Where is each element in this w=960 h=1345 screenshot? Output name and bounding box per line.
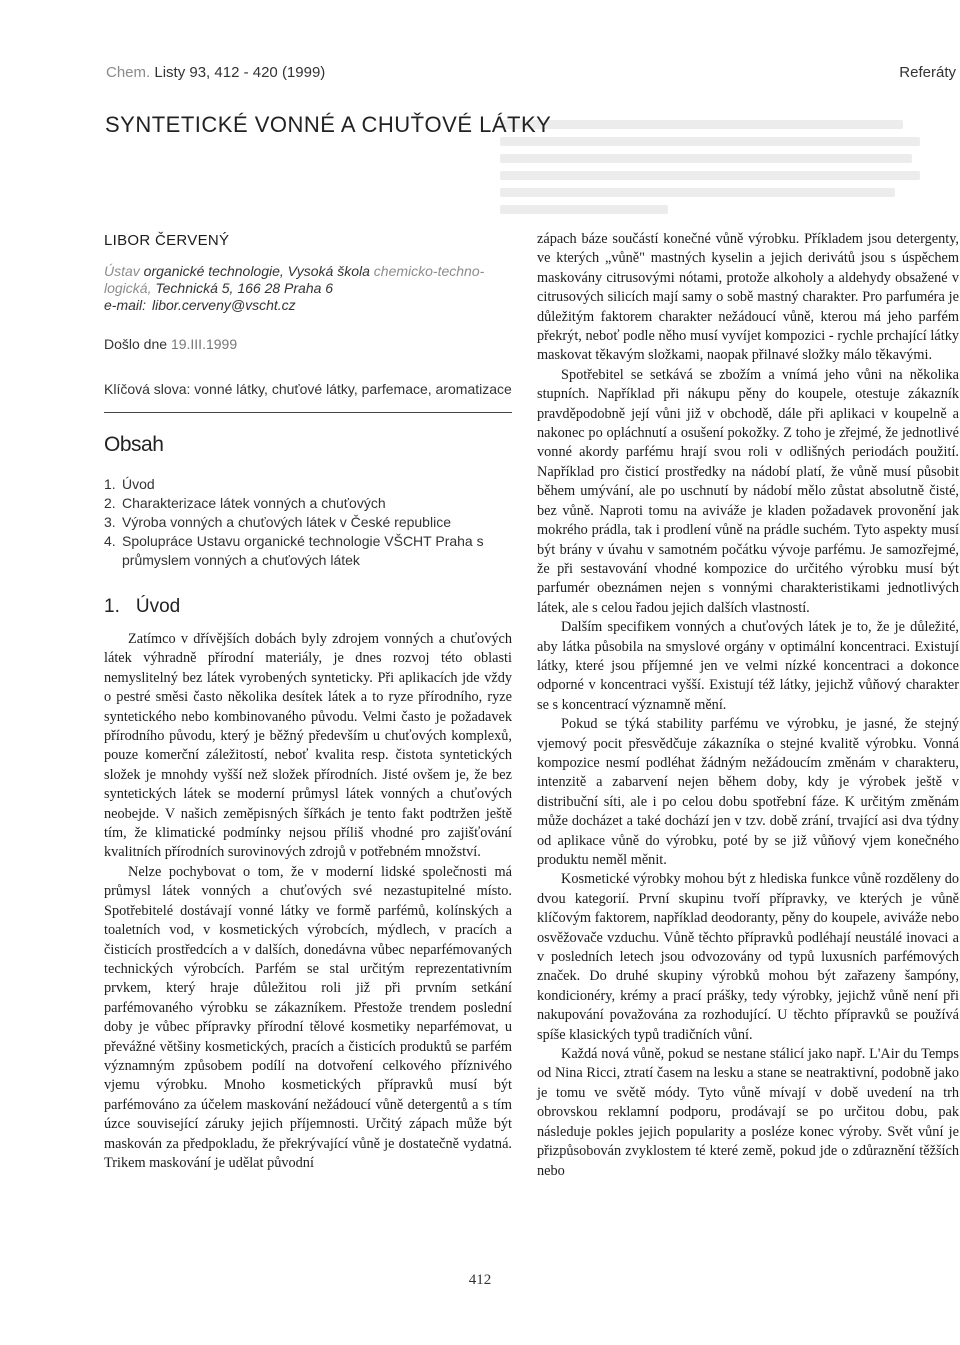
keywords: Klíčová slova: vonné látky, chuťové látky, parfemace, aromatizace: [104, 381, 512, 397]
received-date: Došlo dne 19.III.1999: [104, 336, 238, 352]
body-paragraph: Dalším specifikem vonných a chuťových látek je to, že je důležité, aby látka působila na smyslové orgány v optimální koncentraci. Existují látky, které jsou příjemné jen ve velmi nízké koncentraci a dokonce odporné v koncentraci vyšší. Existují též látky, jejichž vůňový charakter se s koncentrací významně mění.: [537, 619, 959, 713]
body-paragraph: zápach báze součástí konečné vůně výrobku. Příkladem jsou detergenty, ve kterých „vůně" mastných kyselin a jejich derivátů jsou s úspěchem maskovány citrusovými nótami, protože alkoholy a aldehydy obsažené v citrusových silicích mají samy o sobě mastný charakter. Pro parfuméra je důležitým faktorem charakter nežádoucí vůně, kterou má jeho parfém překrýt, neboť podle něho musí vyvíjet kompozici - rychle prchající látky maskovat těkavým složkami, naopak přilnavé složky málo těkavými.: [537, 231, 959, 364]
left-column: [104, 230, 512, 1173]
toc-item: 3. Výroba vonných a chuťových látek v České republice: [104, 514, 451, 530]
body-paragraph: Pokud se týká stability parfému ve výrobku, je jasné, že stejný vjemový pocit přesvědčuje zákazníka o stejné kvalitě výrobku. Vonná kompozice nesmí podléhat žádným nežádoucím změnám v charakteru, intenzitě a zabarvení nejen během doby, kdy je výrobek ještě v distribuční síti, ale i po celou dobu spotřební fáze. K určitým změnám může docházet a také dochází jen v tzv. době zrání, trvající asi dva týdny od aplikace vůně do výrobku, poté by se již vůňový vjem konečného produktu neměl měnit.: [537, 716, 959, 868]
journal-name: Chem.: [106, 64, 151, 81]
author-affiliation: Ústav organické technologie, Vysoká škola chemicko-techno-logická, Technická 5, 166 28 Praha 6: [104, 263, 485, 296]
journal-citation: [106, 64, 325, 81]
author-name: LIBOR ČERVENÝ: [104, 232, 230, 249]
toc-item: 1. Úvod: [104, 476, 155, 492]
page-number: 412: [468, 1272, 492, 1288]
running-header: [106, 64, 956, 84]
table-of-contents: [104, 475, 512, 570]
bleed-through-text: [500, 112, 920, 222]
journal-volume-pages: Listy 93, 412 - 420 (1999): [154, 64, 326, 81]
author-email: [104, 297, 512, 314]
body-paragraph: Nelze pochybovat o tom, že v moderní lidské společnosti má průmysl látek vonných a chuťových své nezastupitelné místo. Spotřebitelé dostávají vonné látky ve formě parfémů, kolínských a toaletních vod, v kosmetických výrobcích, mýdlech, v pracích a čisticích prostředcích a v dalších, donedávna vůbec neparfémovaných technických výrobcích. Parfém se stal určitým reprezentativním prvkem, který hraje důležitou roli již při prvním setkání parfémovaného výrobku se zákazníkem. Přestože trendem poslední doby je vůbec přípravky přírodní tělové kosmetiky neparfémovat, u převážné většiny kosmetických, pracích a čisticích produktů se parfém významným způsobem podílí na dotvoření celkového příznivého vjemu výrobku. Mnoho kosmetických přípravků musí být parfémováno za účelem maskování nežádoucí vůně detergentů a s tím úzce související záruky jejich příjemnosti. Určitý zápach může být maskován za předpokladu, že překrývající vůně je dostatečně vydatná. Trikem maskování je udělat původní: [104, 863, 512, 1171]
right-column: [537, 230, 959, 1181]
email-label: e-mail:: [104, 297, 147, 313]
section-heading: 1. Úvod: [104, 596, 181, 617]
toc-item: 2. Charakterizace látek vonných a chuťových: [104, 495, 386, 511]
contents-heading: Obsah: [104, 433, 164, 456]
toc-item: 4. Spolupráce Ustavu organické technologie VŠCHT Praha s průmyslem vonných a chuťových látek: [104, 533, 484, 568]
article-title: SYNTETICKÉ VONNÉ A CHUŤOVÉ LÁTKY: [105, 112, 552, 137]
divider: [104, 412, 512, 413]
body-paragraph: Kosmetické výrobky mohou být z hlediska funkce vůně rozděleny do dvou kategorií. První skupinu tvoří přípravky, ve kterých je vůně klíčovým faktorem, například deodoranty, pěny do koupele, aviváže nebo osvěžovače vzduchu. Vůně těchto přípravků podléhají neustálé inovaci a v posledních letech jsou odvozovány od typů luxusních parfémových značek. Do druhé skupiny výrobků mohou být zařazeny šampóny, kondicionéry, krémy a prací prášky, tedy výrobky, jejichž vůně není při nakupování považována za rozhodující. U těchto přípravků se používá spíše klasických typů tradičních vůní.: [537, 871, 959, 1043]
body-paragraph: Spotřebitel se setkává se zbožím a vnímá jeho vůni na několika stupních. Například při nákupu pěny do koupele, otestuje zákazník pravděpodobně její vůni již v obchodě, dále při aplikaci v koupelně a nakonec po opláchnutí a osušení pokožky. Z toho je zřejmé, že jednotlivé vonné akordy parfému hrají svou roli v odlišných periodách použití. Například pro čisticí prostředky na nádobí platí, že vůně musí působit během umývání, ale po uschnutí by nádobí mělo zůstat absolutně čisté, bez vůně. Naproti tomu na aviváže je kladen požadavek provonění jak mokrého prádla, tak i prodlení vůně na prádle suchém. Tyto aspekty musí být brány v úvahu v samotném počátku vývoje parfému. Je samozřejmé, že při sestavování vhodné kompozice do určitého výrobku musí být parfumér obeznámen nejen s vonnými charakteristikami jednotlivých látek, ale s celou řadou jejich dalších vlastností.: [537, 366, 959, 616]
body-paragraph: Zatímco v dřívějších dobách byly zdrojem vonných a chuťových látek výhradně přírodní materiály, je dnes rozvoj této oblasti nemyslitelný bez látek vyrobených synteticky. Při aplikacích jde vždy o pestré směsi často několika desítek látek a to ryze přírodního, ryze syntetického nebo kombinovaného původu. Velmi často je požadavek přírodního původu, který je běžný především u chuťových komplexů, pouze komerční záležitostí, neboť kvalita resp. čistota syntetických složek je mnohdy vyšší než složek přírodních. Jisté ovšem je, že bez syntetických látek se moderní průmysl látek vonných a chuťových neobejde. V našich zeměpisných šířkách je tento fakt podtržen ještě tím, že klimatické podmínky nejsou příliš vhodné pro zajišťování kvalitních přírodních surovinových zdrojů v potřebném množství.: [104, 631, 512, 861]
body-paragraph: Každá nová vůně, pokud se nestane stálicí jako např. L'Air du Temps od Nina Ricci, ztratí časem na lesku a stane se neatraktivní, podobně jako je tomu ve světě módy. Tyto vůně mívají v době uvedení na trh obrovskou reklamní podporu, prodávají se po určitou dobu, pak následuje pokles jejich popularity a posléze konec výroby. Svět vůní je přizpůsobován zvyklostem té které země, pokud jde o zdůraznění těžších nebo: [537, 1046, 959, 1179]
email-address: libor.cerveny@vscht.cz: [152, 297, 296, 313]
section-type-label: Referáty: [899, 64, 956, 81]
